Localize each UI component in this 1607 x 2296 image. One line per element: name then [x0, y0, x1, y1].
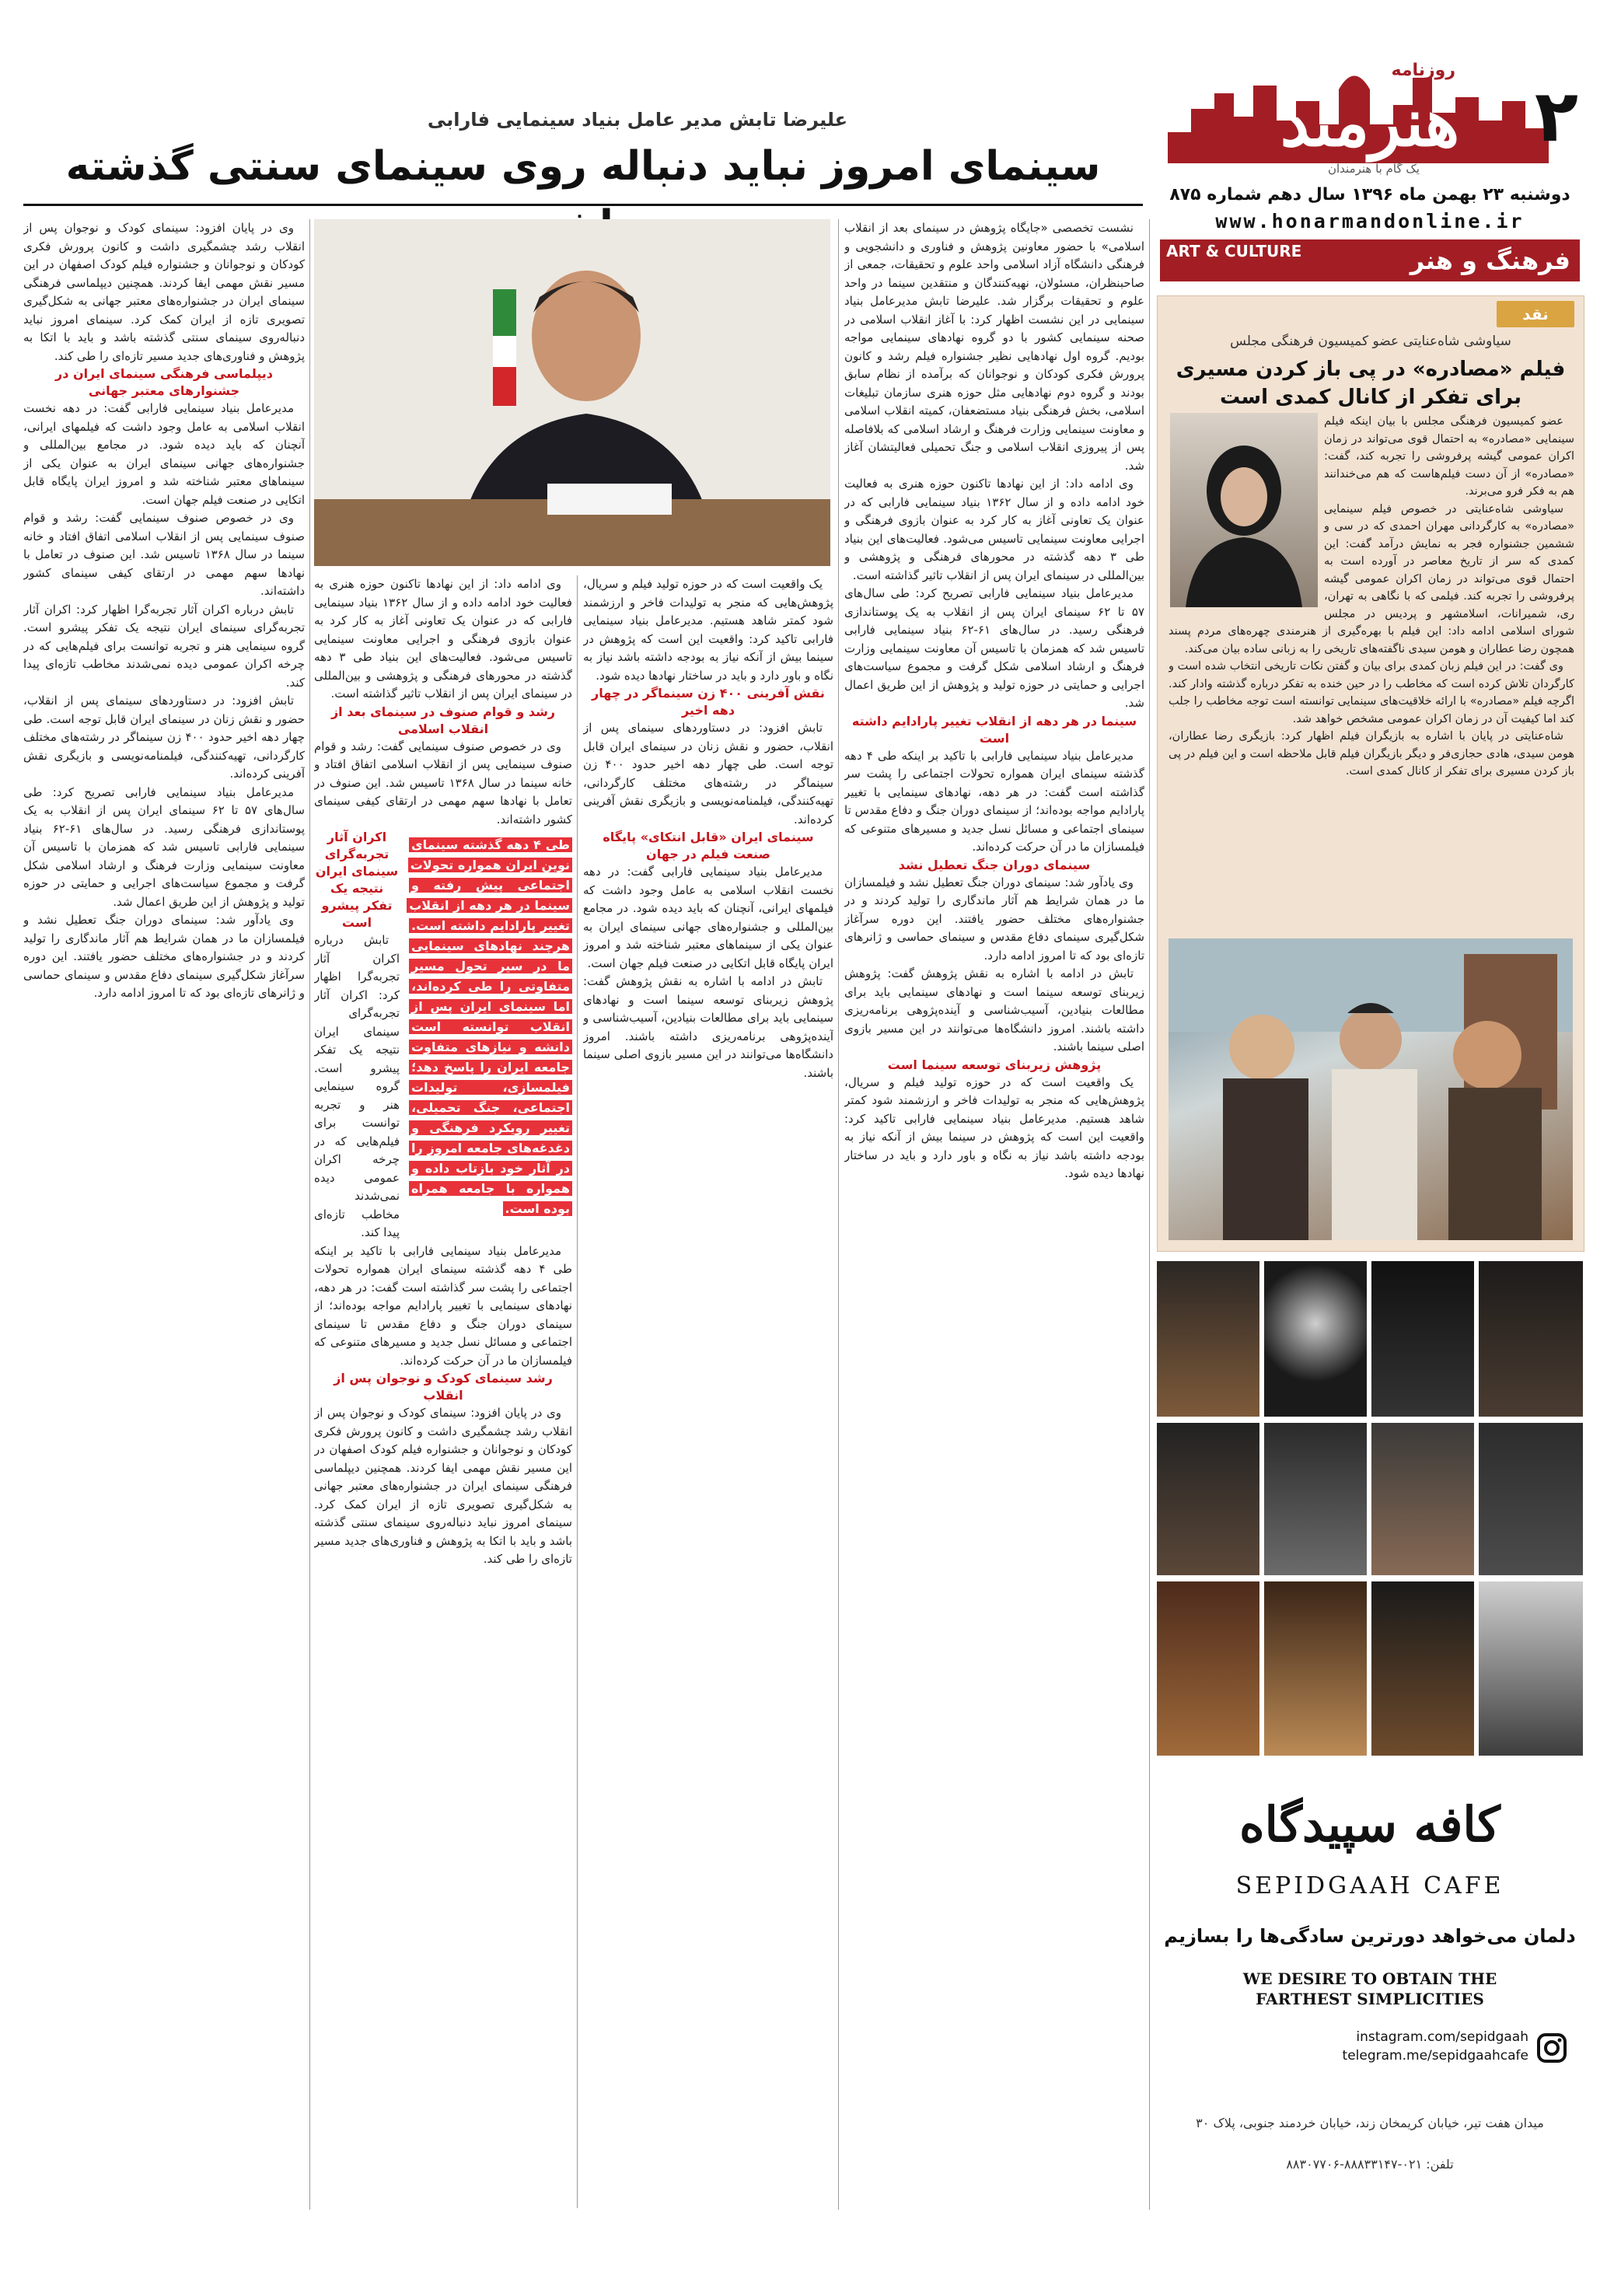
article-subhead: دیپلماسی فرهنگی سینمای ایران در جشنوارهای معتبر جهانی [55, 366, 273, 398]
article-paragraph: مدیرعامل بنیاد سینمایی فارابی گفت: در دهه نخست انقلاب اسلامی به عامل وجود داشت که فیلمهای ایرانی، آنچنان که باید دیده شود. در مجامع بین‌المللی و جشنواره‌های جهانی سینمای ایران به عنوان یکی از سینماهای معتبر شناخته شد و امروز ایران پایگاه قابل اتکایی در صنعت فیلم جهان است. [23, 401, 305, 507]
article-paragraph: وی ادامه داد: از این نهادها تاکنون حوزه هنری به فعالیت خود ادامه داده و از سال ۱۳۶۲ بنیاد سینمایی فارابی که در عنوان یک تعاونی آغاز به کار کرد به عنوان بازوی فرهنگی و اجرایی معاونت سینمایی تاسیس می‌شود. فعالیت‌های این بنیاد طی ۳ دهه گذشته در محورهای فرهنگی و پژوهشی و بین‌المللی در سینمای ایران پس از انقلاب تاثیر گذاشته است. [314, 577, 572, 701]
article-paragraph: تابش افزود: در دستاوردهای سینمای پس از انقلاب، حضور و نقش زنان در سینمای ایران قابل توجه است. طی چهار دهه اخیر حدود ۴۰۰ زن سینماگر در رشته‌های مختلف کارگردانی، تهیه‌کنندگی، فیلمنامه‌نویسی و بازیگری نقش آفرینی کرده‌اند. [23, 694, 305, 781]
article-paragraph: تابش درباره اکران آثار تجربه‌گرا اظهار کرد: اکران آثار تجربه‌گرای سینمای ایران نتیجه یک تفکر پیشرو است. گروه سینمایی هنر و تجربه توانست برای فیلم‌هایی که در چرخه اکران عمومی دیده نمی‌شدند مخاطب تازه‌ای پیدا کند. [23, 602, 305, 690]
section-bar [1160, 239, 1580, 281]
instagram-icon [1536, 2032, 1567, 2064]
ad-phone: تلفن: ۰۲۱-۸۸۸۳۳۱۴۷-۸۸۳۰۷۷۰۶ [1286, 2157, 1454, 2172]
instagram-row [1157, 2029, 1583, 2076]
article-subhead: سینمای دوران جنگ تعطیل نشد [898, 857, 1091, 872]
sidebar-paragraph: عضو کمیسیون فرهنگی مجلس با بیان اینکه فیلم سینمایی «مصادره» به احتمال قوی می‌تواند در زمان اکران عمومی گیشه پرفروشی را تجربه کند، گفت: «مصادره» از آن دست فیلم‌هاست که هم می‌خندانند هم به فکر فرو می‌برند. [1324, 415, 1574, 498]
ad-address: میدان هفت تیر، خیابان کریمخان زند، خیابان خردمند جنوبی، پلاک ۳۰ [1196, 2116, 1544, 2130]
article-subhead: نقش آفرینی ۴۰۰ زن سینماگر در چهار دهه اخیر [592, 686, 825, 718]
article-kicker: علیرضا تابش مدیر عامل بنیاد سینمایی فارابی [427, 109, 848, 131]
cafe-photo [1371, 1261, 1474, 1417]
ad-name-en: SEPIDGAAH CAFE [1235, 1872, 1504, 1899]
article-paragraph: وی در پایان افزود: سینمای کودک و نوجوان پس از انقلاب رشد چشمگیری داشت و کانون پرورش فکری کودکان و نوجوانان و جشنواره فیلم کودک اصفهان در این مسیر نقش مهمی ایفا کردند. همچنین دیپلماسی فرهنگی سینمای ایران در جشنواره‌های معتبر جهانی به شکل‌گیری تصویری تازه از ایران کمک کرد. سینمای امروز نباید دنباله‌روی سینمای سنتی گذشته باشد و باید با اتکا به پژوهش و فناوری‌های جدید مسیر تازه‌ای را طی کند. [314, 1406, 572, 1566]
ad-slogan-fa: دلمان می‌خواهد دورترین سادگی‌ها را بسازیم [1164, 1925, 1576, 1947]
sidebar-paragraph: وی گفت: در این فیلم زبان کمدی برای بیان و گفتن نکات تاریخی انتخاب شده است و کارگردان تلاش کرده است که مخاطب را در حین خنده به تفکر درباره گذشته وادار کند. اگرچه فیلم «مصادره» با ارائه خلاقیت‌های سینمایی توانسته است توجه مخاطب را جلب کند اما کیفیت آن در زمان اکران عمومی مشخص خواهد شد. [1169, 660, 1574, 725]
article-paragraph: تابش در ادامه با اشاره به نقش پژوهش گفت: پژوهش زیربنای توسعه سینما است و نهادهای سینمایی باید برای مطالعات بنیادین، آسیب‌شناسی و آینده‌پژوهی برنامه‌ریزی داشته باشند. امروز دانشگاه‌ها می‌توانند در این مسیر بازوی اصلی سینما باشند. [583, 974, 833, 1080]
article-paragraph: مدیرعامل بنیاد سینمایی فارابی تصریح کرد: طی سال‌های ۵۷ تا ۶۲ سینمای ایران پس از انقلاب به یک پوستاندازی فرهنگی رسید. در سال‌های ۶۱-۶۲ بنیاد سینمایی فارابی تاسیس شد که همزمان با تاسیس آن معاونت سینمایی وزارت فرهنگ و ارشاد اسلامی شکل گرفت و مجموع سیاست‌های اجرایی و حمایتی در حوزه تولید و پژوهش از این طریق اعمال شد. [844, 586, 1144, 710]
pullquote [409, 835, 572, 1219]
article-paragraph: تابش درباره اکران آثار تجربه‌گرا اظهار کرد: اکران آثار تجربه‌گرای سینمای ایران نتیجه یک تفکر پیشرو است. گروه سینمایی هنر و تجربه توانست برای فیلم‌هایی که در چرخه اکران عمومی دیده نمی‌شدند مخاطب تازه‌ای پیدا کند. [314, 933, 400, 1239]
article-column-1 [844, 219, 1144, 2210]
article-paragraph: وی ادامه داد: از این نهادها تاکنون حوزه هنری به فعالیت خود ادامه داده و از سال ۱۳۶۲ بنیاد سینمایی فارابی که در عنوان یک تعاونی آغاز به کار کرد به عنوان بازوی فرهنگی و اجرایی معاونت سینمایی تاسیس می‌شود. فعالیت‌های این بنیاد طی ۳ دهه گذشته در محورهای فرهنگی و پژوهشی و بین‌المللی در سینمای ایران پس از انقلاب تاثیر گذاشته است. [844, 477, 1144, 582]
section-en: ART & CULTURE [1166, 242, 1302, 260]
logo-small: روزنامه [1391, 61, 1455, 80]
article-paragraph: نشست تخصصی «جایگاه پژوهش در سینمای بعد از انقلاب اسلامی» با حضور معاونین پژوهش و فناوری و دانشجویی و فرهنگی دانشگاه آزاد اسلامی واحد علوم و تحقیقات، جمعی از صاحبنظران، مسئولان، نهیه‌کنندگان و منتقدین سینما در واحد علوم و تحقیقات برگزار شد. علیرضا تابش مدیرعامل بنیاد سینمایی در این نشست اظهار کرد: با آغاز انقلاب اسلامی در صحنه سینمایی کشور با دو گروه نهادهای سینمایی مواجه بودیم. گروه اول نهادهایی نظیر جشنواره فیلم رشد و کانون پرورش فکری کودکان و نوجوانان که برآمده از نظام سابق بودند و گروه دوم نهادهایی مثل حوزه هنری سازمان تبلیغات اسلامی، بخش فرهنگی بنیاد مستضعفان، کمیته انقلاب اسلامی و معاونت سینمایی وزارت فرهنگ و ارشاد اسلامی که بلافاصله پس از پیروزی انقلاب اسلامی و جنگ تحمیلی فعالیتشان آغاز شد. [844, 221, 1144, 473]
column-divider [838, 219, 839, 2210]
article-column-4 [23, 219, 305, 2210]
cafe-photo [1264, 1581, 1367, 1756]
cafe-photo [1264, 1423, 1367, 1575]
cafe-ad [1157, 1773, 1583, 2208]
sidebar-body [1169, 413, 1574, 926]
article-subhead: سینما در هر دهه از انقلاب تغییر پارادایم داشته است [851, 713, 1137, 746]
film-still-photo [1169, 938, 1573, 1240]
masthead [1160, 47, 1580, 280]
ad-logo: کافه سپیدگاه [1239, 1796, 1500, 1853]
article-subhead: پژوهش زیربنای توسعه سینما است [887, 1057, 1102, 1072]
sidebar-tag-label: نقد [1522, 305, 1549, 323]
cafe-photo [1157, 1423, 1259, 1575]
sidebar-kicker: سیاوشی شاه‌عنایتی عضو کمیسیون فرهنگی مجلس [1230, 334, 1511, 349]
sidebar-paragraph: شاه‌عنایتی در پایان با اشاره به بازیگران فیلم اظهار کرد: بازیگری رضا عطاران، هومن سیدی، هادی حجازی‌فر و دیگر بازیگران فیلم قابل ملاحظه است و این فیلم در پی باز کردن مسیری برای تفکر از کانال کمدی است. [1169, 730, 1574, 778]
sidebar-box [1157, 295, 1584, 1252]
sidebar-tag [1497, 301, 1574, 327]
section-fa: فرهنگ و هنر [1410, 246, 1570, 275]
article-paragraph: یک واقعیت است که در حوزه تولید فیلم و سریال، پژوهش‌هایی که منجر به تولیدات فاخر و ارزشمند شود کمتر شاهد هستیم. مدیرعامل بنیاد سینمایی فارابی تاکید کرد: واقعیت این است که پژوهش در سینما بیش از آنکه نیاز به بودجه داشته باشد نیاز به نگاه و باور دارد و باید در ساختار نهادها دیده شود. [844, 1075, 1144, 1180]
article-column-3 [314, 575, 572, 2208]
article-paragraph: مدیرعامل بنیاد سینمایی فارابی تصریح کرد: طی سال‌های ۵۷ تا ۶۲ سینمای ایران پس از انقلاب به یک پوستاندازی فرهنگی رسید. در سال‌های ۶۱-۶۲ بنیاد سینمایی فارابی تاسیس شد که همزمان با تاسیس آن معاونت سینمایی وزارت فرهنگ و ارشاد اسلامی شکل گرفت و مجموع سیاست‌های اجرایی و حمایتی در حوزه تولید و پژوهش از این طریق اعمال شد. [23, 785, 305, 909]
article-subhead: رشد و قوام صنوف در سینمای بعد از انقلاب اسلامی [330, 704, 556, 736]
sidebar-headline: فیلم «مصادره» در پی باز کردن مسیری برای تفکر از کانال کمدی است [1176, 358, 1566, 409]
issue-line: دوشنبه ۲۳ بهمن ماه ۱۳۹۶ سال دهم شماره ۸۷۵ [1169, 185, 1570, 204]
cafe-photo [1157, 1261, 1259, 1417]
article-paragraph: مدیرعامل بنیاد سینمایی فارابی با تاکید بر اینکه طی ۴ دهه گذشته سینمای ایران همواره تحولات اجتماعی را پشت سر گذاشته است گفت: در هر دهه، نهادهای سینمایی با تغییر پارادایم مواجه بوده‌اند؛ از سینمای دوران جنگ و دفاع مقدس تا سینمای اجتماعی و مسائل نسل جدید و مسیرهای متنوعی که فیلمسازان ما در آن حرکت کرده‌اند. [844, 748, 1144, 854]
article-headline: سینمای امروز نباید دنباله روی سینمای سنتی گذشته [65, 143, 1101, 190]
logo: هنرمند [1280, 84, 1460, 161]
article-paragraph: وی یادآور شد: سینمای دوران جنگ تعطیل نشد و فیلمسازان ما در همان شرایط هم آثار ماندگاری را تولید کردند و در جشنواره‌های مختلف حضور یافتند. این دوره سرآغاز شکل‌گیری سینمای دفاع مقدس و سینمای حماسی و ژانرهای تازه‌ای بود که تا امروز ادامه دارد. [23, 913, 305, 1000]
cafe-photo [1371, 1423, 1474, 1575]
article-paragraph: وی در خصوص صنوف سینمایی گفت: رشد و قوام صنوف سینمایی پس از انقلاب اسلامی اتفاق افتاد و خانه سینما در سال ۱۳۶۸ تاسیس شد. این صنوف در تعامل با نهادها سهم مهمی در ارتقای کیفی سینمای کشور داشته‌اند. [314, 739, 572, 826]
cafe-photo [1479, 1261, 1583, 1417]
ad-telegram[interactable]: telegram.me/sepidgaahcafe [1342, 2048, 1528, 2064]
cafe-photo-grid [1157, 1261, 1583, 1756]
cafe-photo [1157, 1581, 1259, 1756]
cafe-photo [1264, 1261, 1367, 1417]
article-paragraph: وی در خصوص صنوف سینمایی گفت: رشد و قوام صنوف سینمایی پس از انقلاب اسلامی اتفاق افتاد و خانه سینما در سال ۱۳۶۸ تاسیس شد. این صنوف در تعامل با نهادها سهم مهمی در ارتقای کیفی سینمای کشور داشته‌اند. [23, 511, 305, 598]
page-number: ۲ [1534, 75, 1579, 158]
article-subhead: رشد سینمای کودک و نوجوان پس از انقلاب [334, 1371, 553, 1403]
website[interactable]: www.honarmandonline.ir [1215, 210, 1525, 232]
cafe-photo [1479, 1581, 1583, 1756]
article-paragraph: تابش در ادامه با اشاره به نقش پژوهش گفت: پژوهش زیربنای توسعه سینما است و نهادهای سینمایی باید برای مطالعات بنیادین، آسیب‌شناسی و آینده‌پژوهی برنامه‌ریزی داشته باشند. امروز دانشگاه‌ها می‌توانند در این مسیر بازوی اصلی سینما باشند. [844, 966, 1144, 1054]
tagline: یک گام با هنرمندان [1328, 162, 1420, 176]
column-divider [1149, 219, 1150, 2210]
portrait-photo [314, 219, 830, 566]
column-divider [577, 575, 578, 2208]
article-paragraph: وی در پایان افزود: سینمای کودک و نوجوان پس از انقلاب رشد چشمگیری داشت و کانون پرورش فکری کودکان و نوجوانان و جشنواره فیلم کودک اصفهان در این مسیر نقش مهمی ایفا کردند. همچنین دیپلماسی فرهنگی سینمای ایران در جشنواره‌های معتبر جهانی به شکل‌گیری تصویری تازه از ایران کمک کرد. سینمای امروز نباید دنباله‌روی سینمای سنتی گذشته باشد و باید با اتکا به پژوهش و فناوری‌های جدید مسیر تازه‌ای را طی کند. [23, 221, 305, 363]
article-paragraph: مدیرعامل بنیاد سینمایی فارابی گفت: در دهه نخست انقلاب اسلامی به عامل وجود داشت که فیلمهای ایرانی، آنچنان که باید دیده شود. در مجامع بین‌المللی و جشنواره‌های جهانی سینمای ایران به عنوان یکی از سینماهای معتبر شناخته شد و امروز ایران پایگاه قابل اتکایی در صنعت فیلم جهان است. [583, 865, 833, 970]
ad-instagram[interactable]: instagram.com/sepidgaah [1356, 2029, 1528, 2045]
headline-rule [23, 204, 1143, 206]
sidebar-paragraph: سیاوشی شاه‌عنایتی در خصوص فیلم سینمایی «مصادره» به کارگردانی مهران احمدی که در سی و ششمین جشنواره فجر به نمایش درآمد گفت: این کمدی که سر از تاریخ معاصر در آورده است به احتمال قوی می‌تواند در زمان اکران عمومی گیشه پرفروشی را تجربه کند. فیلمی که با نگاهی به تهران، ری، شمیرانات، اسلامشهر و پردیس در مجلس شورای اسلامی ادامه داد: این فیلم با بهره‌گیری از هنرمندی چهره‌های مردم پسند همچون رضا عطاران و هومن سیدی ناگفته‌های تاریخی را به زبانی ساده بیان می‌کند. [1169, 502, 1574, 655]
column-divider [309, 219, 310, 2210]
article-subhead: سینمای ایران «قابل انتکای» پایگاه صنعت فیلم در جهان [603, 830, 814, 861]
ad-slogan-en: WE DESIRE TO OBTAIN THE FARTHEST SIMPLICITIES [1242, 1969, 1497, 2008]
article-paragraph: تابش افزود: در دستاوردهای سینمای پس از انقلاب، حضور و نقش زنان در سینمای ایران قابل توجه است. طی چهار دهه اخیر حدود ۴۰۰ زن سینماگر در رشته‌های مختلف کارگردانی، تهیه‌کنندگی، فیلمنامه‌نویسی و بازیگری نقش آفرینی کرده‌اند. [583, 721, 833, 826]
article-paragraph: مدیرعامل بنیاد سینمایی فارابی با تاکید بر اینکه طی ۴ دهه گذشته سینمای ایران همواره تحولات اجتماعی را پشت سر گذاشته است گفت: در هر دهه، نهادهای سینمایی با تغییر پارادایم مواجه بوده‌اند؛ از سینمای دوران جنگ و دفاع مقدس تا سینمای اجتماعی و مسائل نسل جدید و مسیرهای متنوعی که فیلمسازان ما در آن حرکت کرده‌اند. [314, 1243, 572, 1368]
pullquote-text: طی ۴ دهه گذشته سینمای نوین ایران همواره تحولات اجتماعی پیش رفته و سینما در هر دهه از انقلاب تغییر پارادایم داشته است. هرچند نهادهای سینمایی ما در سیر تحول مسیر متفاوتی را طی کرده‌اند، اما سینمای ایران پس از انقلاب توانسته است دانشه و نیازهای متفاوت جامعه ایران را پاسخ دهد؛ فیلمسازی، تولیدات اجتماعی، جنگ تحمیلی، تغییر رویکرد فرهنگی و دغدغه‌های جامعه امروز را در آثار خود بازتاب داده و همواره با جامعه همراه بوده است. [407, 837, 572, 1216]
cafe-photo [1479, 1423, 1583, 1575]
article-column-2 [583, 575, 833, 2208]
article-paragraph: وی یادآور شد: سینمای دوران جنگ تعطیل نشد و فیلمسازان ما در همان شرایط هم آثار ماندگاری را تولید کردند و در جشنواره‌های مختلف حضور یافتند. این دوره سرآغاز شکل‌گیری سینمای دفاع مقدس و سینمای حماسی و ژانرهای تازه‌ای بود که تا امروز ادامه دارد. [844, 875, 1144, 963]
cafe-photo [1371, 1581, 1474, 1756]
article-subhead: اکران آثار تجربه‌گرای سینمای ایران نتیجه یک تفکر پیشرو است [315, 830, 399, 930]
article-paragraph: یک واقعیت است که در حوزه تولید فیلم و سریال، پژوهش‌هایی که منجر به تولیدات فاخر و ارزشمند شود کمتر شاهد هستیم. مدیرعامل بنیاد سینمایی فارابی تاکید کرد: واقعیت این است که پژوهش در سینما بیش از آنکه نیاز به بودجه داشته باشد نیاز به نگاه و باور دارد و باید در ساختار نهادها دیده شود. [583, 577, 833, 683]
